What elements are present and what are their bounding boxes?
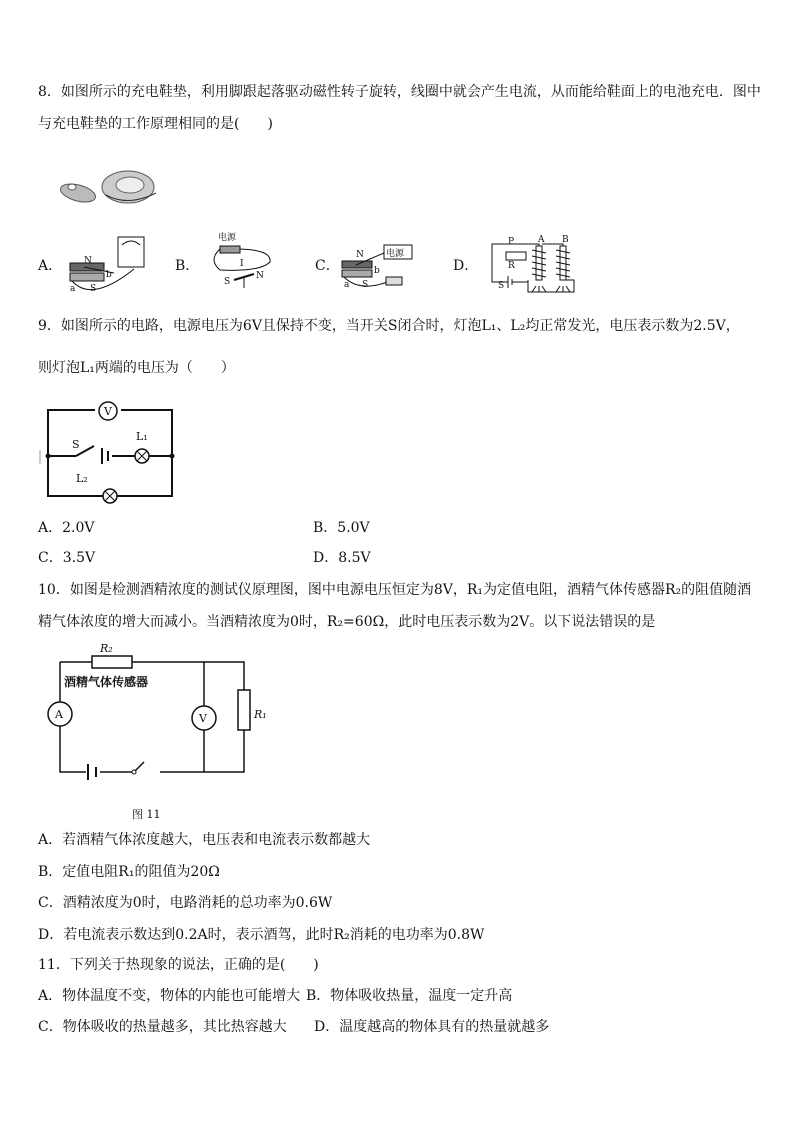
q10-sensor-label: 酒精气体传感器 xyxy=(64,675,149,689)
q9-option-d: D．8.5V xyxy=(313,550,371,566)
q11-option-d: D．温度越高的物体具有的热量就越多 xyxy=(314,1019,550,1035)
q9-voltmeter-label: V xyxy=(104,405,112,418)
q8c-label-power: 电源 xyxy=(386,249,405,259)
q8d-label-p: P xyxy=(508,237,515,247)
q8-option-a-label: A． xyxy=(38,258,63,274)
q10-option-d: D．若电流表示数达到0.2A时，表示酒驾，此时R₂消耗的电功率为0.8W xyxy=(38,927,485,943)
q9-option-b: B．5.0V xyxy=(313,520,370,536)
q10-stem-line1: 10．如图是检测酒精浓度的测试仪原理图，图中电源电压恒定为8V，R₁为定值电阻，酒精气体传感器R₂的阻值随酒 xyxy=(38,582,752,598)
q9-stem-line2: 则灯泡L₁两端的电压为（ ） xyxy=(38,360,235,376)
q9-option-c: C．3.5V xyxy=(38,550,96,566)
q11-option-a: A．物体温度不变，物体的内能也可能增大 xyxy=(38,988,301,1004)
q11-option-c: C．物体吸收的热量越多，其比热容越大 xyxy=(38,1019,287,1035)
q10-stem-line2: 精气体浓度的增大而减小。当酒精浓度为0时，R₂=60Ω，此时电压表示数为2V。以下说法错误的是 xyxy=(38,614,656,630)
q8d-label-r: R xyxy=(508,261,515,271)
q8d-label-b: B xyxy=(562,235,569,245)
q9-lamp2-label: L₂ xyxy=(76,472,88,485)
q8b-label-power: 电源 xyxy=(218,233,237,243)
q8b-label-s: S xyxy=(224,277,231,287)
q8d-label-a: A xyxy=(538,235,545,245)
q9-switch-label: S xyxy=(72,438,80,451)
q9-circuit-figure xyxy=(40,400,180,500)
q8-figure-c xyxy=(340,235,420,295)
q10-figure-caption: 图 11 xyxy=(132,808,161,821)
q9-option-a: A．2.0V xyxy=(38,520,95,536)
q8-stem-line1: 8．如图所示的充电鞋垫，利用脚跟起落驱动磁性转子旋转，线圈中就会产生电流，从而能给鞋面上的电池充电．图中 xyxy=(38,84,761,100)
q8c-label-s: S xyxy=(362,280,369,290)
q8b-label-n: N xyxy=(256,271,264,281)
q8a-label-b: b xyxy=(106,270,112,280)
q10-option-a: A．若酒精气体浓度越大，电压表和电流表示数都越大 xyxy=(38,832,371,848)
q8-figure-b xyxy=(210,230,280,290)
q10-r2-label: R₂ xyxy=(100,642,113,655)
q10-voltmeter-label: V xyxy=(199,712,207,725)
q8b-label-i: I xyxy=(240,259,244,269)
q8a-label-n: N xyxy=(84,256,92,266)
q9-lamp1-label: L₁ xyxy=(136,430,148,443)
q8-option-d-label: D． xyxy=(453,258,479,274)
q10-ammeter-label: A xyxy=(55,708,63,721)
q8-option-b-label: B． xyxy=(175,258,200,274)
q10-option-c: C．酒精浓度为0时，电路消耗的总功率为0.6W xyxy=(38,895,333,911)
q8c-label-n: N xyxy=(356,250,364,260)
q11-stem: 11．下列关于热现象的说法，正确的是( ) xyxy=(38,957,319,973)
charging-insole-image xyxy=(58,165,168,215)
q8-stem-line2: 与充电鞋垫的工作原理相同的是( ) xyxy=(38,116,273,132)
q8-figure-a xyxy=(62,233,162,295)
q9-stem-line1: 9．如图所示的电路，电源电压为6V且保持不变，当开关S闭合时，灯泡L₁、L₂均正常发光，电压表示数为2.5V， xyxy=(38,318,740,334)
q8a-label-s: S xyxy=(90,284,97,294)
q8a-label-a: a xyxy=(70,284,76,294)
q8-option-c-label: C． xyxy=(315,258,340,274)
q10-option-b: B．定值电阻R₁的阻值为20Ω xyxy=(38,864,220,880)
q8c-label-a: a xyxy=(344,280,350,290)
q11-option-b: B．物体吸收热量，温度一定升高 xyxy=(306,988,513,1004)
q8c-label-b: b xyxy=(374,266,380,276)
q8-figure-d xyxy=(488,236,580,294)
q8d-label-s: S xyxy=(498,281,505,291)
q10-circuit-figure xyxy=(40,640,267,825)
q10-r1-label: R₁ xyxy=(254,708,267,721)
